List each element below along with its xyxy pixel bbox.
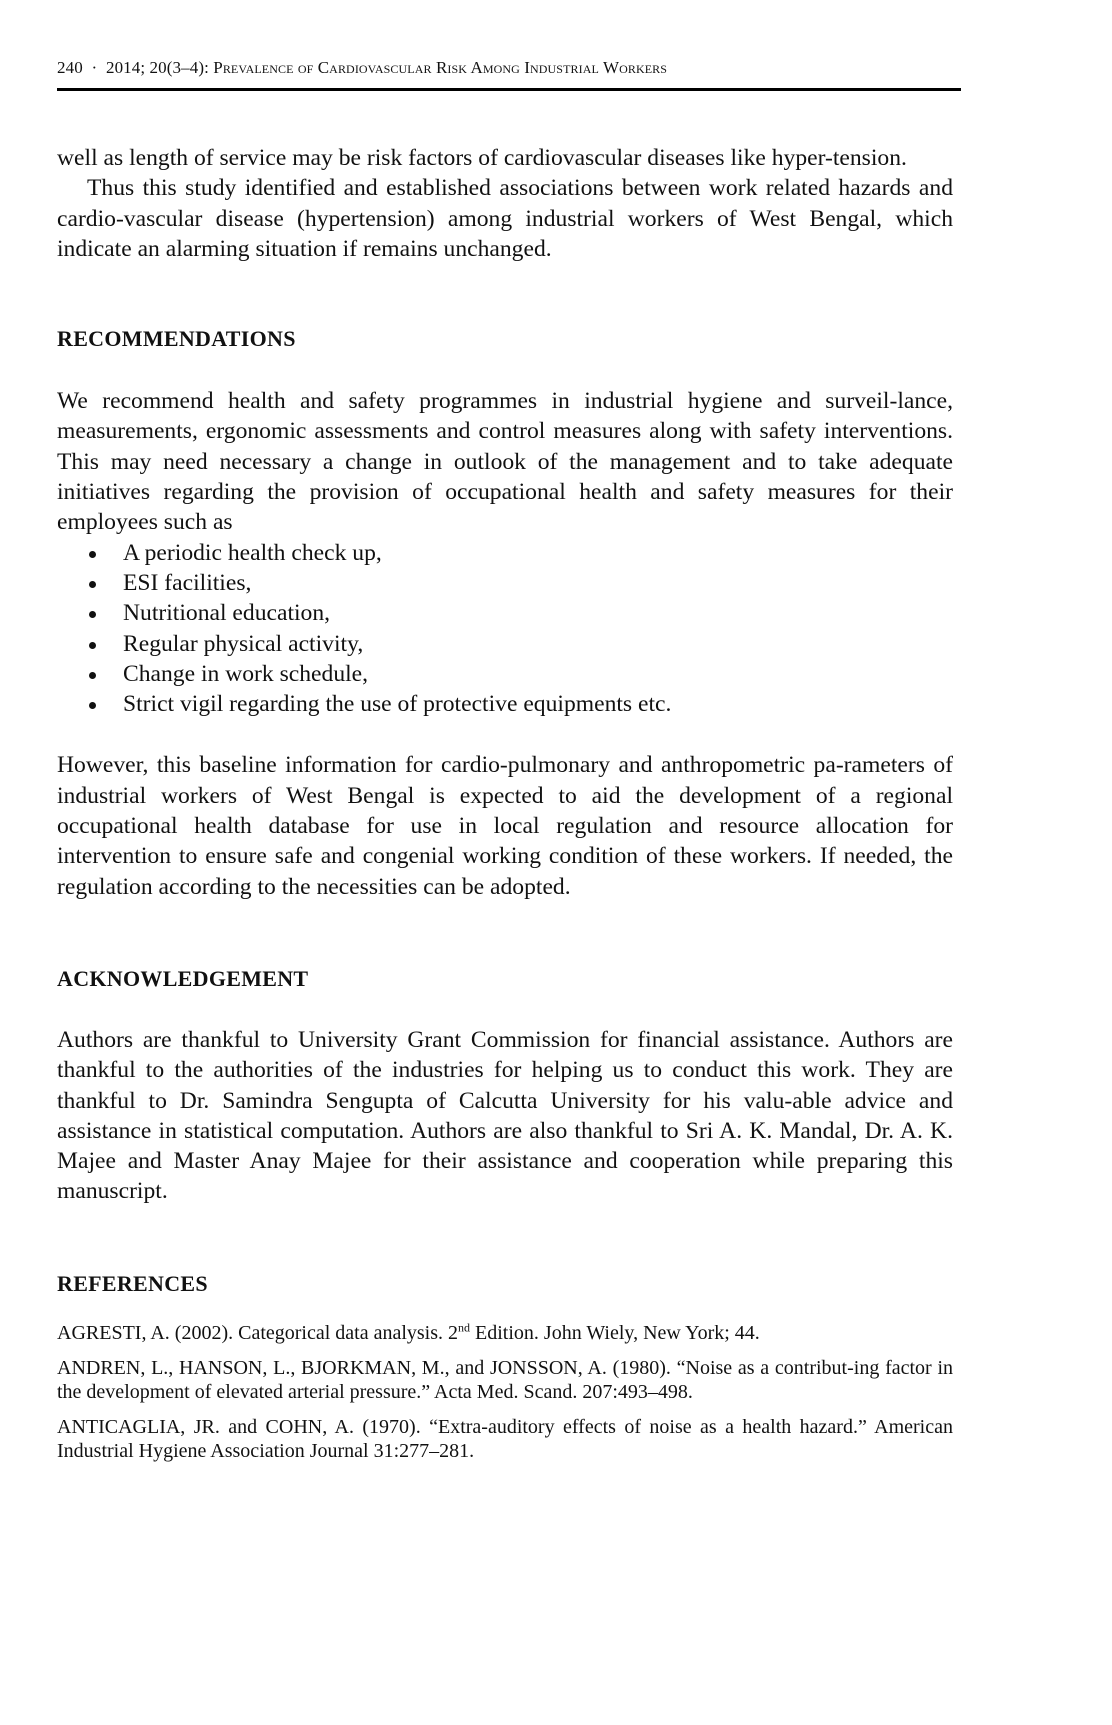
reference-item: ANDREN, L., HANSON, L., BJORKMAN, M., and JONSSON, A. (1980). “Noise as a contribut-ing factor in the development of elevated arterial pressure.” Acta Med. Scand. 207:493–498.: [57, 1356, 953, 1403]
header-separator: ·: [91, 58, 98, 77]
reference-item: AGRESTI, A. (2002). Categorical data analysis. 2nd Edition. John Wiely, New York; 44.: [57, 1320, 760, 1344]
list-item: ESI facilities,: [57, 568, 953, 598]
reference-item: ANTICAGLIA, JR. and COHN, A. (1970). “Extra-auditory effects of noise as a health hazard.” American Industrial Hygiene Association Journal 31:277–281.: [57, 1415, 953, 1462]
list-item: Nutritional education,: [57, 598, 953, 628]
bullet-icon: [89, 581, 96, 588]
recommendations-paragraph-1: We recommend health and safety programmes in industrial hygiene and surveil-lance, measurements, ergonomic assessments and control measures along with safety interventions. This may need necessary a change in outlook of the management and to take adequate initiatives regarding the provision of occupational health and safety measures for their employees such as: [57, 388, 953, 536]
recommendations-list: [57, 538, 953, 720]
references-list: [57, 1321, 953, 1463]
list-item: Regular physical activity,: [57, 629, 953, 659]
list-item: Strict vigil regarding the use of protective equipments etc.: [57, 689, 953, 719]
bullet-icon: [89, 702, 96, 709]
running-header: [57, 58, 957, 78]
intro-paragraph-1: well as length of service may be risk factors of cardiovascular diseases like hyper-tension.: [57, 145, 907, 171]
list-item: Change in work schedule,: [57, 659, 953, 689]
recommendations-paragraph-2: However, this baseline information for cardio-pulmonary and anthropometric pa-rameters of industrial workers of West Bengal is expected to aid the development of a regional occupational health database for use in local regulation and resource allocation for intervention to ensure safe and congenial working condition of these workers. If needed, the regulation according to the necessities can be adopted.: [57, 752, 953, 900]
intro-paragraph-2: Thus this study identified and established associations between work related hazards and cardio-vascular disease (hypertension) among industrial workers of West Bengal, which indicate an alarming situation if remains unchanged.: [57, 175, 953, 262]
acknowledgement-paragraph: Authors are thankful to University Grant Commission for financial assistance. Authors are thankful to the authorities of the industries for helping us to conduct this work. They are thankful to Dr. Samindra Sengupta of Calcutta University for his valu-able advice and assistance in statistical computation. Authors are also thankful to Sri A. K. Mandal, Dr. A. K. Majee and Master Anay Majee for their assistance and cooperation while preparing this manuscript.: [57, 1026, 953, 1205]
bullet-icon: [89, 551, 96, 558]
header-rule: [57, 88, 961, 91]
bullet-icon: [89, 611, 96, 618]
running-title: Prevalence of Cardiovascular Risk Among Industrial Workers: [213, 58, 668, 77]
bullet-icon: [89, 672, 96, 679]
page-number: 240: [57, 58, 83, 77]
bullet-icon: [89, 642, 96, 649]
references-heading: REFERENCES: [57, 1270, 208, 1296]
acknowledgement-heading: ACKNOWLEDGEMENT: [57, 965, 309, 991]
journal-citation: 2014; 20(3–4):: [105, 58, 209, 77]
list-item: A periodic health check up,: [57, 538, 953, 568]
recommendations-heading: RECOMMENDATIONS: [57, 326, 296, 352]
article-body: [57, 143, 953, 1474]
